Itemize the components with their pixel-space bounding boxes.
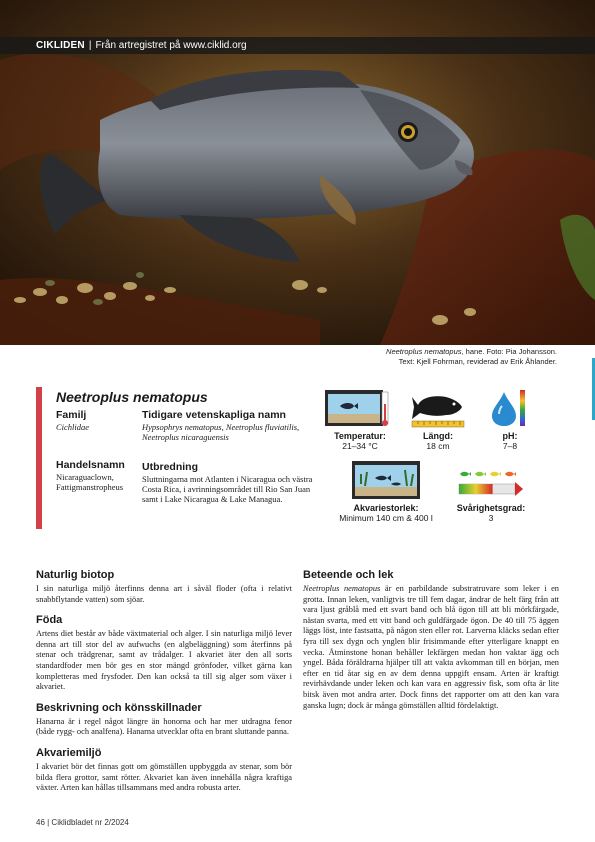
food-heading: Föda [36,614,63,627]
hero-photo [0,0,595,345]
ph-value: 7–8 [502,441,518,451]
description-text: Hanarna är i regel något längre än honorna och har mer utdragna fenor (både rygg- och analfena). Hanarna utvecklar ofta en brant sluttande panna. [36,716,292,737]
left-column [36,569,292,794]
tank-size-stat [330,503,442,524]
photo-caption [386,347,557,366]
difficulty-label: Svårighetsgrad: [456,503,526,513]
tank-size-label: Akvariestorlek: [353,503,419,513]
species-infobox [36,387,318,529]
description-heading: Beskrivning och könsskillnader [36,701,202,714]
species-title: Neetroplus nematopus [56,389,208,405]
length-stat [404,431,472,452]
environment-text: I akvariet bör det finnas gott om gömställen uppbyggda av stenar, som bör bilda flera grottor, samt rötter. Akvariet kan även innehålla några kraftiga växter. Arten kan hållas tillsammans med andra robusta arter. [36,761,292,793]
temperature-value: 21–34 °C [342,441,378,451]
ph-stat [482,431,538,452]
length-label: Längd: [423,431,453,441]
temperature-stat [320,431,400,452]
trade-name-label: Handelsnamn [56,459,125,471]
ph-drop-icon [490,388,528,428]
difficulty-meter-icon [456,468,526,502]
header-subtitle: Från artregistret på www.ciklid.org [95,40,247,51]
aquarium-size-icon [351,460,421,500]
temperature-label: Temperatur: [334,431,386,441]
page-footer: 46 | Ciklidbladet nr 2/2024 [36,818,129,827]
synonyms-value: Hypsophrys nematopus, Neetroplus fluviatilis, Neetroplus nicaraguensis [142,422,300,442]
right-column [303,569,559,711]
fish-ruler-icon [410,391,466,429]
aquarium-thermometer-icon [324,388,392,428]
biotope-heading: Naturlig biotop [36,569,115,581]
behaviour-species: Neetroplus nematopus [303,584,381,593]
length-value: 18 cm [426,441,450,451]
behaviour-body: är en parbildande substratruvare som leker i en grotta. Innan leken, vanligtvis tre till fem dagar, ändrar de helt färg från att vara ljust gråblå med ett svart band och blå ögon till att bli mörkfärgade, nästan svarta, med ett vitt band och guldfärgade ögon. De 40 till 75 äggen läggs löst, inte fastsatta, på någon sten eller rot. Larverna kläcks sedan efter fyra till sex dygn och ynglen blir frisimmande efter ytterligare knappt en vecka. Åtminstone honan behåller lekfärgen medan hon vaktar ägg och yngel. Båda föräldrarna hjälper till att vakta avkomman till en början, men efter en tid åtar sig en av dem denna uppgift ensam. Arten är kraftigt revirhävdande under leken och kan vara en aggressiv fisk, som ofta är lite bitsk även mot andra arter. Dock finns det rapporter om att den kan vara ganska lugn; dock är många gömställen alltid fördelaktigt. [303,584,559,710]
behaviour-heading: Beteende och lek [303,569,394,581]
tank-size-value: Minimum 140 cm & 400 l [339,513,433,523]
trade-name-value: Nicaraguaclown, Fattigmanstropheus [56,472,124,492]
distribution-value: Sluttningarna mot Atlanten i Nicaragua och västra Costa Rica, i avrinningsområdet till Rio San Juan samt i Lake Nicaragua & Lake Managua. [142,474,313,504]
synonyms-cell [142,409,322,442]
synonyms-label: Tidigare vetenskapliga namn [142,409,286,421]
family-label: Familj [56,409,87,421]
environment-heading: Akvariemiljö [36,746,102,759]
caption-photo-credit: , hane. Foto: Pia Johansson. [461,347,557,356]
behaviour-text [303,584,559,711]
family-cell [56,409,140,432]
difficulty-stat [446,503,536,524]
trade-name-cell [56,459,142,492]
header-separator: | [88,40,92,51]
ph-label: pH: [502,431,518,441]
distribution-cell [142,461,322,504]
header-bar [0,37,595,54]
distribution-label: Utbredning [142,461,198,473]
caption-species: Neetroplus nematopus [386,347,462,356]
family-value: Cichlidae [56,422,90,432]
difficulty-value: 3 [488,513,494,523]
brand-label: CIKLIDEN [36,40,85,51]
biotope-text: I sin naturliga miljö återfinns denna art i såväl floder (ofta i relativt snabbflytande vatten) som sjöar. [36,584,292,604]
food-text: Artens diet består av både växtmaterial och alger. I sin naturliga miljö lever denna art till stor del av aufwuchs (en algbeläggning) som återfinns på stenar och trädgrenar, samt av trådalger. I akvariet äter den all sorts standardfoder men bör ges en stor mängd grönfoder, vilket gärna kan kompletteras med frysfoder. Den kan också ta till sig alger som växer i akvariet. [36,629,292,692]
caption-text-credit: Text: Kjell Fohrman, reviderad av Erik Åhlander. [398,356,557,366]
